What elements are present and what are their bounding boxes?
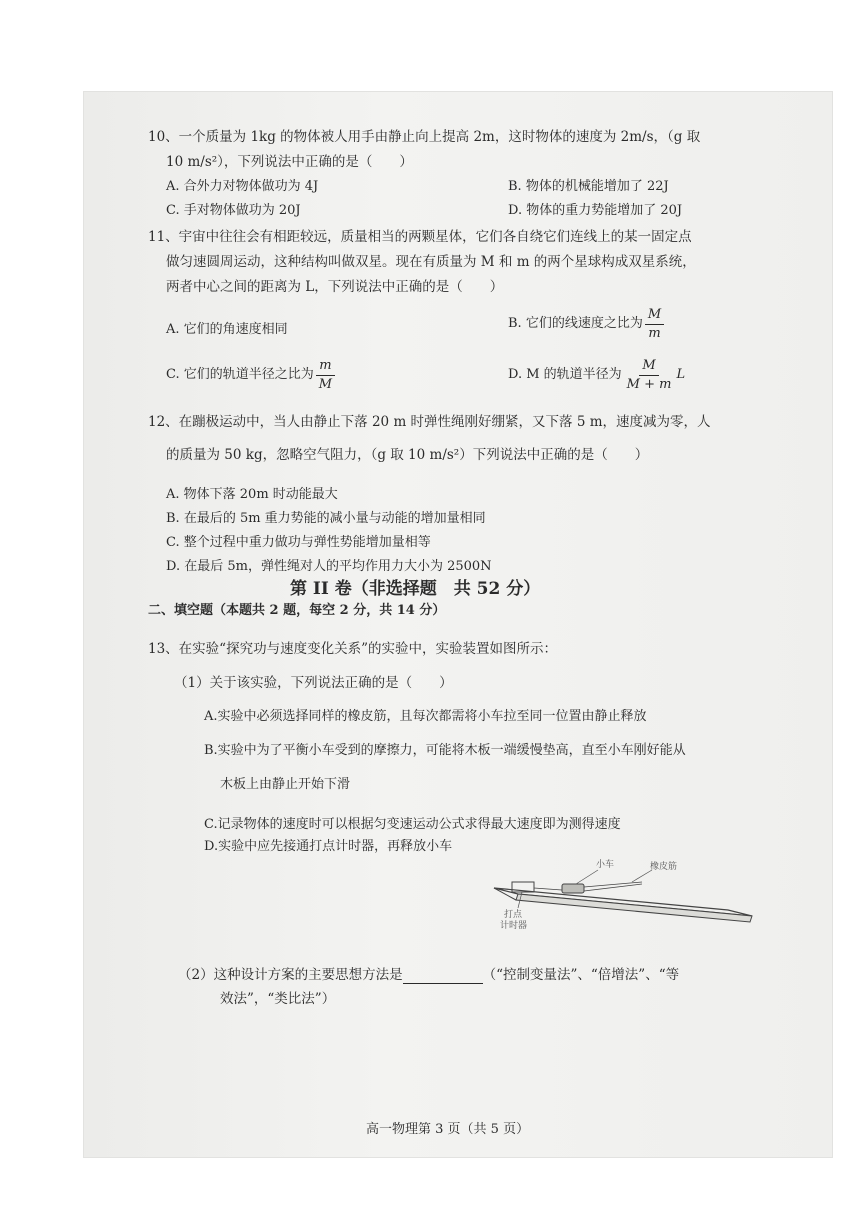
section-heading: 二、填空题（本题共 2 题，每空 2 分，共 14 分） (148, 603, 446, 618)
fraction-denominator: M + m (626, 376, 672, 392)
q13-sub2-options-cont: 效法”，“类比法”） (220, 991, 336, 1007)
q12-option-a: A. 物体下落 20m 时动能最大 (166, 487, 338, 502)
fraction-numerator: m (316, 357, 334, 376)
q11-option-c (166, 355, 337, 395)
q11-option-d (508, 355, 685, 395)
q11-option-d-text: D. M 的轨道半径为 (508, 367, 622, 382)
q12-stem-line2: 的质量为 50 kg，忽略空气阻力，（g 取 10 m/s²）下列说法中正确的是（ ） (166, 447, 649, 463)
q11-stem-line1: 11、宇宙中往往会有相距较远，质量相当的两颗星体，它们各自绕它们连线上的某一固定点 (148, 229, 692, 245)
apparatus-diagram (492, 860, 754, 940)
q12-option-c: C. 整个过程中重力做功与弹性势能增加量相等 (166, 535, 431, 550)
q11-option-d-fraction (624, 357, 675, 394)
q13-sub2-text: （2）这种设计方案的主要思想方法是 (178, 967, 403, 983)
q13-sub2-options: （“控制变量法”、“倍增法”、“等 (482, 967, 680, 983)
q11-stem-line2: 做匀速圆周运动，这种结构叫做双星。现在有质量为 M 和 m 的两个星球构成双星系统， (166, 254, 696, 270)
q10-option-b: B. 物体的机械能增加了 22J (508, 179, 669, 194)
q13-option-b-line1: B.实验中为了平衡小车受到的摩擦力，可能将木板一端缓慢垫高，直至小车刚好能从 (204, 743, 686, 758)
q13-subquestion-1: （1）关于该实验，下列说法正确的是（ ） (174, 675, 453, 691)
q13-subquestion-2 (178, 966, 679, 984)
q13-stem: 13、在实验“探究功与速度变化关系”的实验中，实验装置如图所示： (148, 641, 557, 657)
q11-stem-line3: 两者中心之间的距离为 L，下列说法中正确的是（ ） (166, 279, 504, 295)
q13-option-d: D.实验中应先接通打点计时器，再释放小车 (204, 839, 453, 854)
q11-option-c-text: C. 它们的轨道半径之比为 (166, 367, 314, 382)
page-footer: 高一物理第 3 页（共 5 页） (366, 1122, 530, 1137)
q11-option-d-tail: L (676, 367, 686, 382)
q11-option-b-fraction (645, 306, 664, 343)
q13-option-c: C.记录物体的速度时可以根据匀变速运动公式求得最大速度即为测得速度 (204, 817, 621, 832)
q10-option-d: D. 物体的重力势能增加了 20J (508, 203, 683, 218)
timer-label-line1: 打点 (504, 910, 523, 920)
answer-blank (403, 969, 483, 984)
fraction-denominator: m (648, 325, 661, 341)
rubber-band-label: 橡皮筋 (650, 862, 678, 872)
q10-stem-line1: 10、一个质量为 1kg 的物体被人用手由静止向上提高 2m，这时物体的速度为 2m/s，（g 取 (148, 129, 701, 145)
q11-option-b (508, 304, 666, 344)
q13-option-b-line2: 木板上由静止开始下滑 (220, 777, 351, 792)
q11-option-b-text: B. 它们的线速度之比为 (508, 316, 643, 331)
q11-option-a: A. 它们的角速度相同 (166, 322, 288, 337)
car-label: 小车 (596, 860, 615, 870)
fraction-numerator: M (645, 306, 664, 325)
q13-option-a: A.实验中必须选择同样的橡皮筋，且每次都需将小车拉至同一位置由静止释放 (204, 709, 647, 724)
q11-option-c-fraction (316, 357, 335, 394)
q12-option-b: B. 在最后的 5m 重力势能的减小量与动能的增加量相同 (166, 511, 486, 526)
timer-label-line2: 计时器 (500, 921, 528, 931)
q10-option-c: C. 手对物体做功为 20J (166, 203, 301, 218)
q10-option-a: A. 合外力对物体做功为 4J (166, 179, 319, 194)
q12-option-d: D. 在最后 5m，弹性绳对人的平均作用力大小为 2500N (166, 559, 492, 574)
part-ii-title: 第 II 卷（非选择题 共 52 分） (290, 579, 541, 599)
experiment-apparatus-figure (492, 860, 754, 940)
fraction-denominator: M (318, 376, 333, 392)
fraction-numerator: M (639, 357, 658, 376)
exam-page (84, 92, 832, 1157)
q10-stem-line2: 10 m/s²），下列说法中正确的是（ ） (166, 154, 413, 170)
q12-stem-line1: 12、在蹦极运动中，当人由静止下落 20 m 时弹性绳刚好绷紧，又下落 5 m，速度减为零，人 (148, 414, 711, 430)
